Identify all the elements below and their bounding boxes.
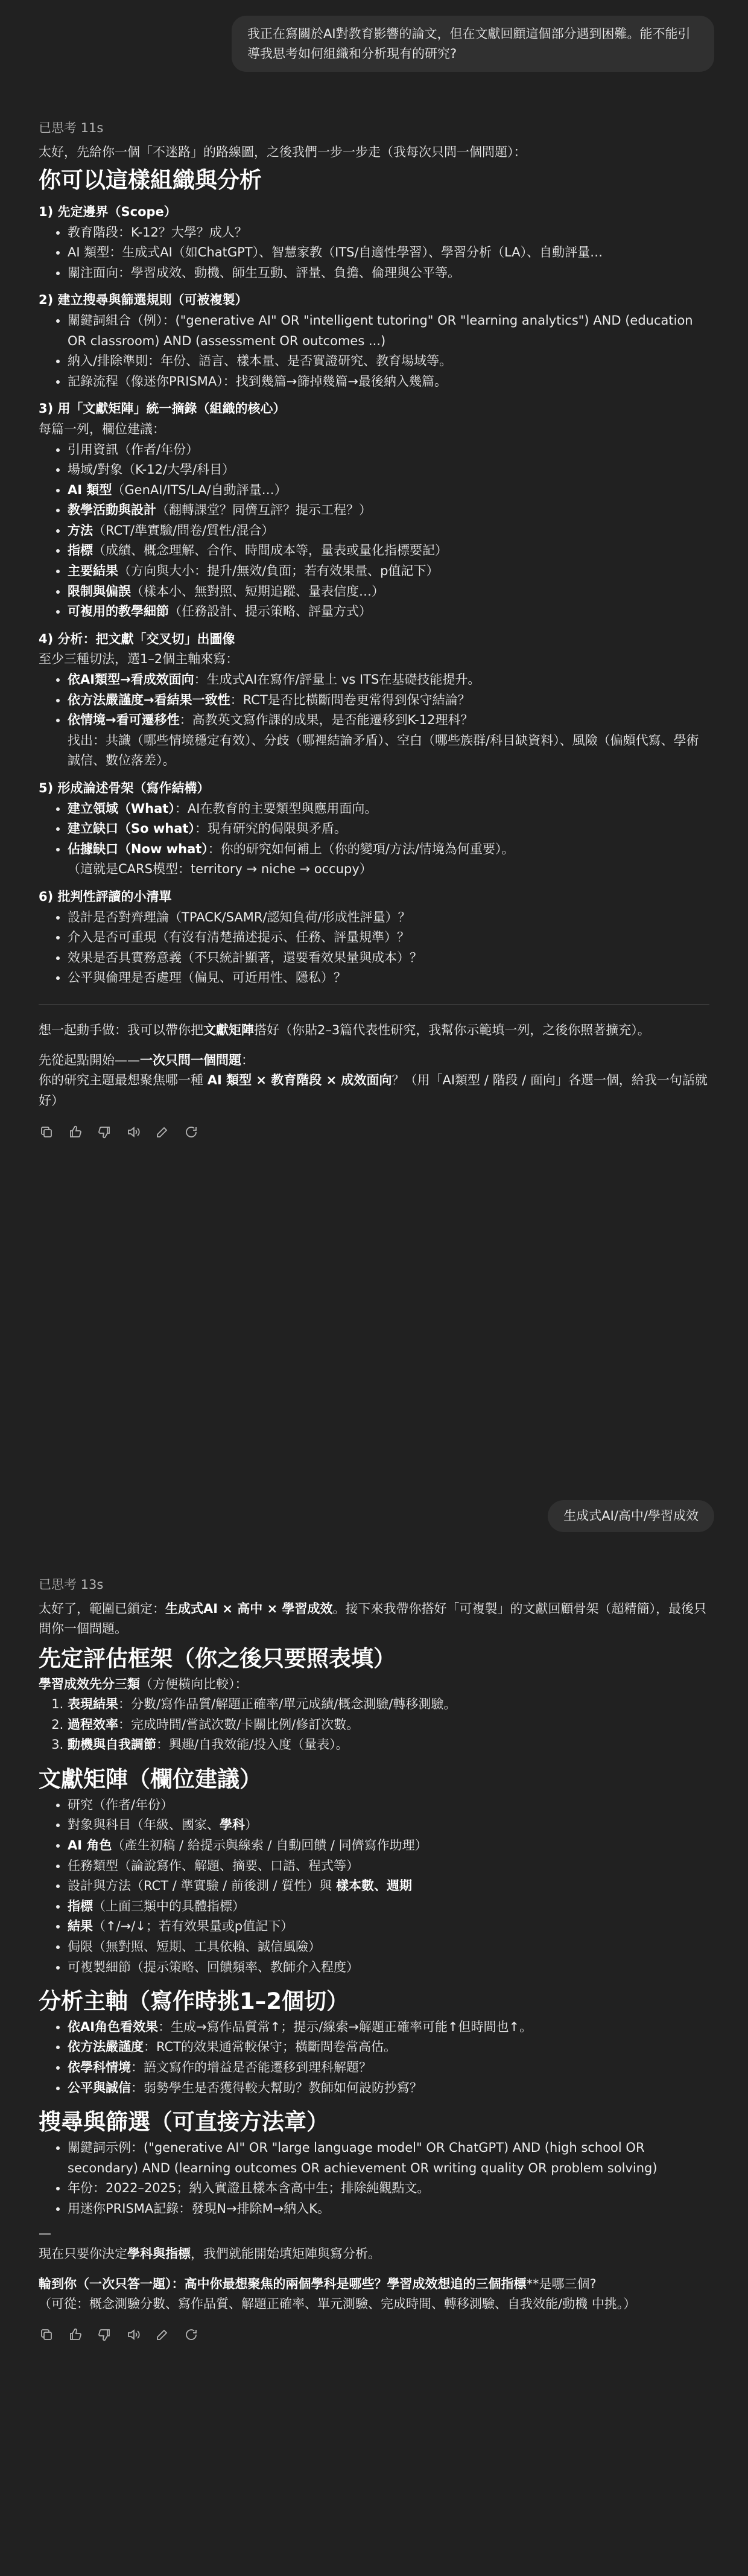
scope-locked-text: 太好了，範圍已鎖定：生成式AI × 高中 × 學習成效。接下來我帶你搭好「可複製」的文獻回顧骨架（超精簡），最後只問你一個問題。 [39, 1601, 707, 1636]
list-item: • 教學活動與設計（翻轉課堂？同儕互評？提示工程？） [68, 500, 709, 521]
thumbs-down-icon[interactable] [97, 2327, 112, 2342]
start-text: 先從起點開始——一次只問一個問題： [39, 1052, 254, 1067]
list-item: • 可複製細節（提示策略、回饋頻率、教師介入程度） [68, 1957, 709, 1978]
assistant-message-1 [39, 118, 709, 1140]
list-item: • AI 類型（GenAI/ITS/LA/自動評量…） [68, 480, 709, 501]
message-actions [39, 1124, 709, 1140]
list-item: • 公平與倫理是否處理（偏見、可近用性、隱私）？ [68, 968, 709, 988]
list-item: • 依情境→看可遷移性：高教英文寫作課的成果，是否能遷移到K-12理科？ [68, 710, 709, 731]
list-item: • 引用資訊（作者/年份） [68, 440, 709, 460]
list-item: • 侷限（無對照、短期、工具依賴、誠信風險） [68, 1937, 709, 1957]
user-message-text: 生成式AI/高中/學習成效 [563, 1509, 699, 1523]
list-item: • 限制與偏誤（樣本小、無對照、短期追蹤、量表信度…） [68, 582, 709, 602]
list-item: • 依方法嚴謹度→看結果一致性：RCT是否比橫斷問卷更常得到保守結論？ [68, 690, 709, 711]
intro-text: 太好，先給你一個「不迷路」的路線圖，之後我們一步一步走（我每次只問一個問題）： [39, 144, 527, 159]
thumbs-down-icon[interactable] [97, 1124, 112, 1140]
thumbs-up-icon[interactable] [68, 1124, 83, 1140]
read-aloud-icon[interactable] [125, 1124, 141, 1140]
argument-title: 5) 形成論述骨架（寫作結構） [39, 781, 210, 796]
analysis-axis-list [39, 2017, 709, 2098]
list-item: 1. 表現結果：分數/寫作品質/解題正確率/單元成績/概念測驗/轉移測驗。 [68, 1694, 709, 1715]
analysis-subtitle: 至少三種切法，選1–2個主軸來寫： [39, 652, 239, 667]
user-message-1 [232, 16, 714, 72]
message-actions [39, 2327, 709, 2342]
list-item: • 建立領域（What）：AI在教育的主要類型與應用面向。 [68, 799, 709, 819]
list-item: • 納入/排除準則：年份、語言、樣本量、是否實證研究、教育場域等。 [68, 351, 709, 372]
list-item: • 研究（作者/年份） [68, 1795, 709, 1816]
analysis-findings: 找出：共識（哪些情境穩定有效）、分歧（哪裡結論矛盾）、空白（哪些族群/科目缺資料）、風險（偏頗代寫、學術誠信、數位落差）。 [68, 733, 699, 768]
list-item: • AI 類型：生成式AI（如ChatGPT）、智慧家教（ITS/自適性學習）、學習分析（LA）、自動評量… [68, 243, 709, 263]
assistant-message-2 [39, 1575, 709, 2342]
list-item: • 關鍵詞組合（例）：("generative AI" OR "intelligent tutoring" OR "learning analytics") AND (education OR classroom) AND (assessment OR outcomes ...) [68, 311, 709, 351]
analysis-list [39, 670, 709, 731]
copy-icon[interactable] [39, 2327, 54, 2342]
list-item: • 設計是否對齊理論（TPACK/SAMR/認知負荷/形成性評量）？ [68, 908, 709, 928]
list-item: • 主要結果（方向與大小：提升/無效/負面；若有效果量、p值記下） [68, 561, 709, 582]
now-text: 現在只要你決定學科與指標，我們就能開始填矩陣與寫分析。 [39, 2247, 381, 2262]
list-item: • 關鍵詞示例：("generative AI" OR "large language model" OR ChatGPT) AND (high school OR secondary) AND (learning outcomes OR achievement OR writing quality OR problem solving) [68, 2138, 709, 2178]
list-item: • 佔據缺口（Now what）：你的研究如何補上（你的變項/方法/情境為何重要）。 [68, 839, 709, 860]
analysis-title: 4) 分析：把文獻「交叉切」出圖像 [39, 631, 235, 646]
list-item: • 對象與科目（年級、國家、學科） [68, 1815, 709, 1836]
invite-text: 想一起動手做：我可以帶你把文獻矩陣搭好（你貼2–3篇代表性研究，我幫你示範填一列，之後你照著擴充）。 [39, 1022, 650, 1037]
outcome-list [39, 1694, 709, 1755]
divider [39, 1004, 709, 1005]
section-heading: 文獻矩陣（欄位建議） [39, 1766, 262, 1792]
search-rules-list [39, 311, 709, 392]
list-item: 2. 過程效率：完成時間/嘗試次數/卡關比例/修訂次數。 [68, 1715, 709, 1735]
list-item: • 效果是否具實務意義（不只統計顯著，還要看效果量與成本）？ [68, 948, 709, 968]
list-item: • 指標（成績、概念理解、合作、時間成本等，量表或量化指標要記） [68, 541, 709, 561]
matrix-title: 3) 用「文獻矩陣」統一摘錄（組織的核心） [39, 401, 286, 416]
list-item: • 依AI角色看效果：生成→寫作品質常↑；提示/線索→解題正確率可能↑但時間也↑。 [68, 2017, 709, 2038]
list-item: • 依AI類型→看成效面向：生成式AI在寫作/評量上 vs ITS在基礎技能提升。 [68, 670, 709, 690]
matrix-subtitle: 每篇一列，欄位建議： [39, 421, 165, 436]
section-heading: 先定評估框架（你之後只要照表填） [39, 1645, 396, 1671]
list-item: • 教育階段：K-12？大學？成人？ [68, 223, 709, 243]
dash-separator: — [39, 2226, 51, 2241]
list-item: • 方法（RCT/準實驗/問卷/質性/混合） [68, 521, 709, 541]
list-item: 3. 動機與自我調節：興趣/自我效能/投入度（量表）。 [68, 1735, 709, 1755]
user-message-text: 我正在寫關於AI對教育影響的論文，但在文獻回顧這個部分遇到困難。能不能引導我思考如何組織和分析現有的研究? [247, 27, 691, 61]
list-item: • 設計與方法（RCT / 準實驗 / 前後測 / 質性）與 樣本數、週期 [68, 1876, 709, 1897]
regenerate-icon[interactable] [183, 1124, 199, 1140]
thought-duration[interactable]: 已思考 13s [39, 1577, 104, 1592]
thumbs-up-icon[interactable] [68, 2327, 83, 2342]
list-item: • 介入是否可重現（有沒有清楚描述提示、任務、評量規準）？ [68, 927, 709, 948]
search-list [39, 2138, 709, 2219]
thought-duration[interactable]: 已思考 11s [39, 121, 104, 135]
list-item: • 記錄流程（像迷你PRISMA）：找到幾篇→篩掉幾篇→最後納入幾篇。 [68, 372, 709, 392]
list-item: • 公平與誠信：弱勢學生是否獲得較大幫助？教師如何設防抄寫？ [68, 2078, 709, 2099]
list-item: • 依學科情境：語文寫作的增益是否能遷移到理科解題？ [68, 2058, 709, 2078]
user-message-2 [548, 1500, 714, 1532]
list-item: • 依方法嚴謹度：RCT的效果通常較保守；橫斷問卷常高估。 [68, 2037, 709, 2058]
list-item: • 指標（上面三類中的具體指標） [68, 1897, 709, 1917]
question-text: 你的研究主題最想聚焦哪一種 AI 類型 × 教育階段 × 成效面向？（用「AI類型 / 階段 / 面向」各選一個，給我一句話就好） [39, 1073, 708, 1108]
edit-icon[interactable] [154, 2327, 170, 2342]
list-item: • AI 角色（產生初稿 / 給提示與線索 / 自動回饋 / 同儕寫作助理） [68, 1836, 709, 1856]
outcome-subtitle: 學習成效先分三類（方便橫向比較）： [39, 1676, 248, 1691]
list-item: • 用迷你PRISMA記錄：發現N→排除M→納入K。 [68, 2199, 709, 2219]
list-item: • 任務類型（論說寫作、解題、摘要、口語、程式等） [68, 1856, 709, 1877]
checklist-title: 6) 批判性評讀的小清單 [39, 889, 172, 904]
list-item: • 關注面向：學習成效、動機、師生互動、評量、負擔、倫理與公平等。 [68, 263, 709, 284]
scope-title: 1) 先定邊界（Scope） [39, 204, 177, 219]
cars-note: （這就是CARS模型：territory → niche → occupy） [68, 862, 372, 877]
list-item: • 可複用的教學細節（任務設計、提示策略、評量方式） [68, 602, 709, 622]
regenerate-icon[interactable] [183, 2327, 199, 2342]
section-heading: 搜尋與篩選（可直接方法章） [39, 2109, 329, 2136]
search-rules-title: 2) 建立搜尋與篩選規則（可被複製） [39, 293, 248, 308]
list-item: • 結果（↑/→/↓；若有效果量或p值記下） [68, 1916, 709, 1937]
turn-question: 輪到你（一次只答一題）：高中你最想聚焦的兩個學科是哪些？學習成效想追的三個指標**是哪三個? [39, 2276, 597, 2291]
read-aloud-icon[interactable] [125, 2327, 141, 2342]
section-heading: 你可以這樣組織與分析 [39, 167, 262, 194]
edit-icon[interactable] [154, 1124, 170, 1140]
matrix-list [39, 440, 709, 622]
list-item: • 年份：2022–2025；納入實證且樣本含高中生；排除純觀點文。 [68, 2178, 709, 2199]
argument-list [39, 799, 709, 860]
section-heading: 分析主軸（寫作時挑1–2個切） [39, 1988, 349, 2015]
list-item: • 建立缺口（So what）：現有研究的侷限與矛盾。 [68, 819, 709, 839]
turn-hint: （可從：概念測驗分數、寫作品質、解題正確率、單元測驗、完成時間、轉移測驗、自我效能/動機 中挑。） [39, 2297, 636, 2312]
list-item: • 場域/對象（K-12/大學/科目） [68, 460, 709, 480]
copy-icon[interactable] [39, 1124, 54, 1140]
checklist-list [39, 908, 709, 988]
matrix-list [39, 1795, 709, 1977]
scope-list [39, 223, 709, 284]
